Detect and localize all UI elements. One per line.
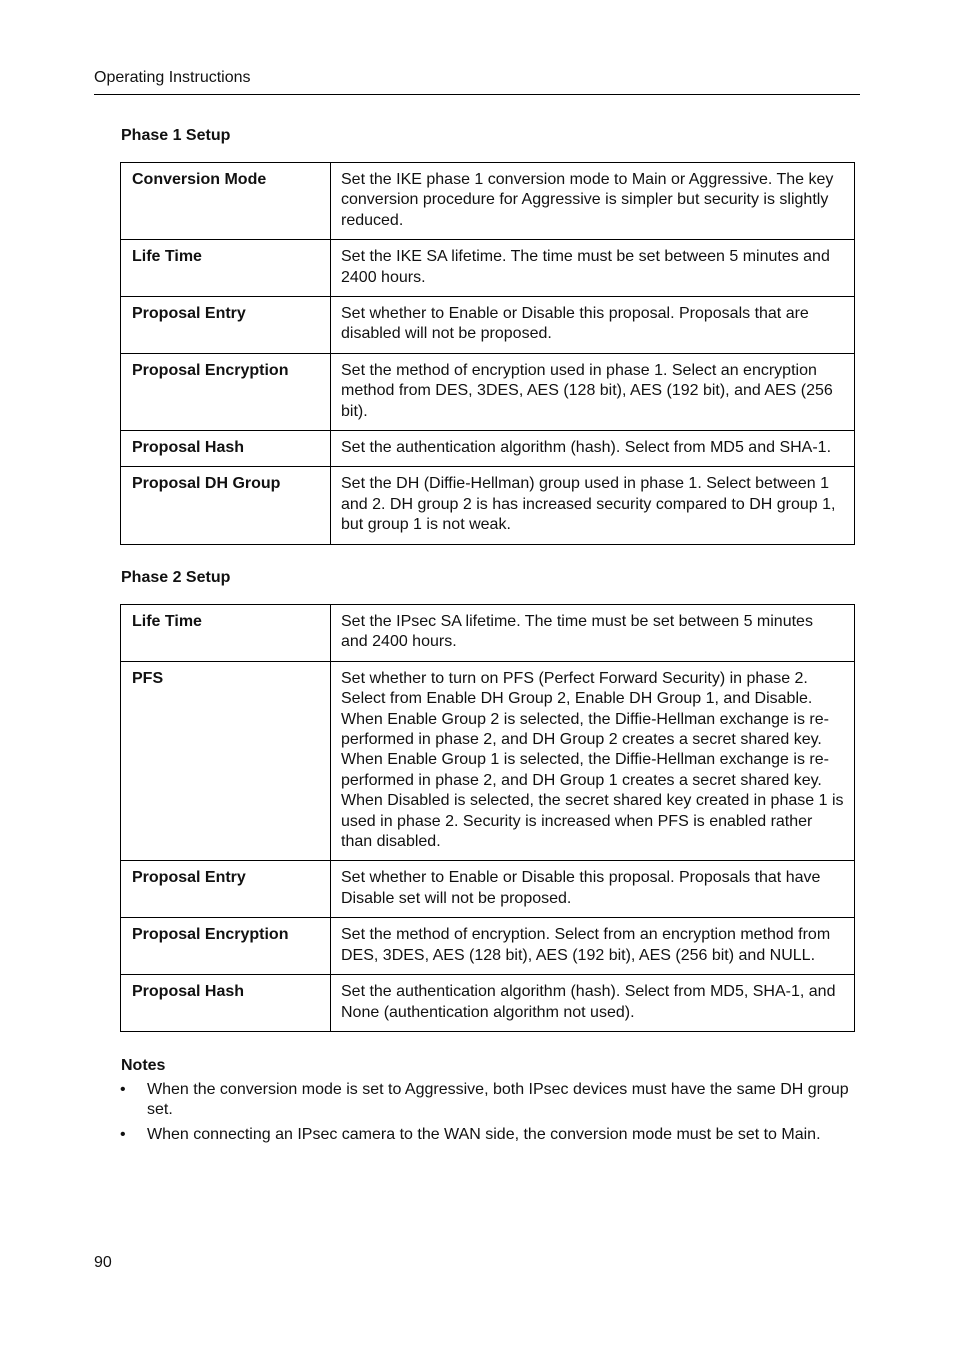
table-row	[121, 297, 855, 354]
term-cell: Proposal Encryption	[121, 918, 331, 975]
table-row	[121, 240, 855, 297]
term-cell: Proposal Encryption	[121, 353, 331, 430]
description-cell: Set the authentication algorithm (hash). Select from MD5, SHA-1, and None (authentication algorithm not used).	[331, 975, 855, 1032]
description-cell: Set the IKE phase 1 conversion mode to Main or Aggressive. The key conversion procedure for Aggressive is simpler but security is slightly reduced.	[331, 163, 855, 240]
description-cell: Set whether to Enable or Disable this proposal. Proposals that have Disable set will not be proposed.	[331, 861, 855, 918]
running-header: Operating Instructions	[94, 68, 860, 95]
bullet: •	[120, 1081, 126, 1098]
table-row	[121, 163, 855, 240]
note-text: When connecting an IPsec camera to the WAN side, the conversion mode must be set to Main.	[147, 1125, 821, 1143]
description-cell: Set whether to Enable or Disable this proposal. Proposals that are disabled will not be proposed.	[331, 297, 855, 354]
table-row	[121, 861, 855, 918]
description-cell: Set the method of encryption used in phase 1. Select an encryption method from DES, 3DES, AES (128 bit), AES (192 bit), and AES (256 bit).	[331, 353, 855, 430]
phase1-table	[120, 162, 855, 545]
list-item	[120, 1125, 860, 1145]
table-row	[121, 431, 855, 467]
notes-list	[120, 1080, 860, 1149]
notes-title: Notes	[121, 1057, 166, 1074]
table-row	[121, 661, 855, 861]
term-cell: PFS	[121, 661, 331, 861]
phase2-table	[120, 604, 855, 1032]
term-cell: Life Time	[121, 240, 331, 297]
table-row	[121, 467, 855, 544]
page-number: 90	[94, 1254, 112, 1271]
term-cell: Proposal Entry	[121, 297, 331, 354]
table-row	[121, 975, 855, 1032]
description-cell: Set the method of encryption. Select from an encryption method from DES, 3DES, AES (128 bit), AES (192 bit), AES (256 bit) and NULL.	[331, 918, 855, 975]
term-cell: Life Time	[121, 605, 331, 662]
list-item	[120, 1080, 860, 1121]
term-cell: Proposal DH Group	[121, 467, 331, 544]
description-cell: Set the DH (Diffie-Hellman) group used in phase 1. Select between 1 and 2. DH group 2 is has increased security compared to DH group 1, but group 1 is not weak.	[331, 467, 855, 544]
table-row	[121, 918, 855, 975]
term-cell: Proposal Hash	[121, 431, 331, 467]
term-cell: Proposal Hash	[121, 975, 331, 1032]
phase1-title: Phase 1 Setup	[121, 127, 231, 144]
phase2-title: Phase 2 Setup	[121, 569, 231, 586]
description-cell: Set the authentication algorithm (hash). Select from MD5 and SHA-1.	[331, 431, 855, 467]
note-text: When the conversion mode is set to Aggressive, both IPsec devices must have the same DH group set.	[147, 1081, 849, 1119]
table-row	[121, 353, 855, 430]
description-cell: Set the IPsec SA lifetime. The time must be set between 5 minutes and 2400 hours.	[331, 605, 855, 662]
bullet: •	[120, 1125, 126, 1143]
description-cell: Set the IKE SA lifetime. The time must be set between 5 minutes and 2400 hours.	[331, 240, 855, 297]
term-cell: Proposal Entry	[121, 861, 331, 918]
description-cell: Set whether to turn on PFS (Perfect Forward Security) in phase 2. Select from Enable DH Group 2, Enable DH Group 1, and Disable. When Enable Group 2 is selected, the Diffie-Hellman exchange is re-performed in phase 2, and DH Group 2 creates a secret shared key. When Enable Group 1 is selected, the Diffie-Hellman exchange is re-performed in phase 2, and DH Group 1 creates a secret shared key. When Disabled is selected, the secret shared key created in phase 1 is used in phase 2. Security is increased when PFS is enabled rather than disabled.	[331, 661, 855, 861]
term-cell: Conversion Mode	[121, 163, 331, 240]
table-row	[121, 605, 855, 662]
